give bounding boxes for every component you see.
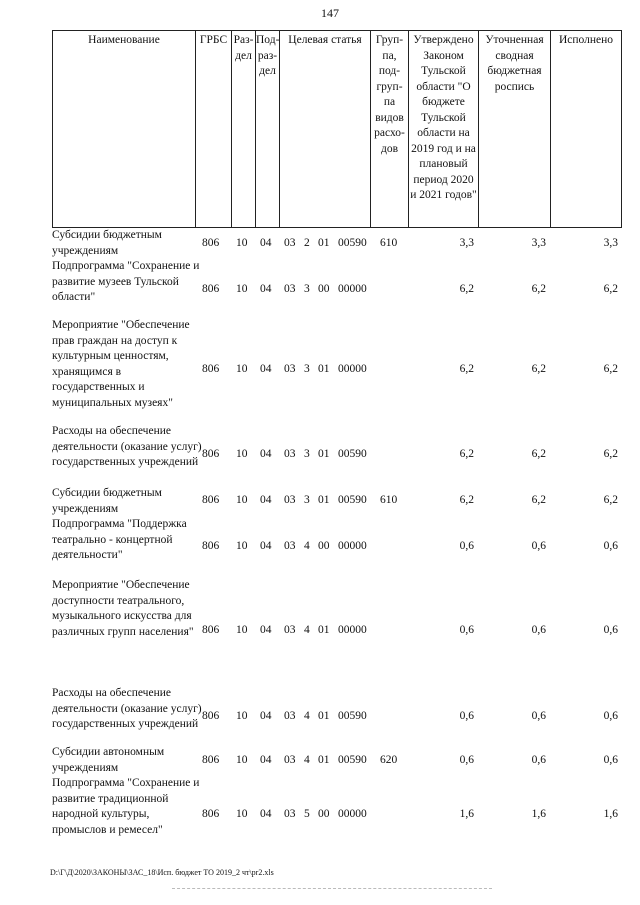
row-target-1: 03	[284, 624, 296, 636]
row-executed: 6,2	[603, 494, 618, 506]
row-executed: 0,6	[603, 754, 618, 766]
header-target: Целевая статья	[279, 30, 370, 228]
row-grbs: 806	[202, 540, 220, 552]
row-refined: 0,6	[531, 710, 546, 722]
row-target-2: 3	[304, 494, 310, 506]
row-target-1: 03	[284, 540, 296, 552]
row-target-1: 03	[284, 237, 296, 249]
row-grbs: 806	[202, 363, 220, 375]
row-podrazdel: 04	[260, 363, 272, 375]
row-razdel: 10	[236, 540, 248, 552]
row-target-1: 03	[284, 808, 296, 820]
row-target-2: 3	[304, 283, 310, 295]
row-target-3: 01	[318, 494, 330, 506]
row-approved: 6,2	[459, 448, 474, 460]
row-target-4: 00590	[338, 448, 367, 460]
row-target-4: 00000	[338, 808, 367, 820]
row-approved: 6,2	[459, 494, 474, 506]
row-name: Подпрограмма "Сохранение и развитие традиционной народной культуры, промыслов и ремесел"	[52, 777, 200, 836]
bottom-divider	[172, 888, 492, 889]
row-podrazdel: 04	[260, 448, 272, 460]
header-grbs: ГРБС	[195, 30, 231, 228]
header-razdel: Раз-дел	[231, 30, 255, 228]
row-podrazdel: 04	[260, 808, 272, 820]
row-name: Расходы на обеспечение деятельности (оказание услуг) государственных учреждений	[52, 425, 202, 468]
row-podrazdel: 04	[260, 710, 272, 722]
row-target-4: 00000	[338, 624, 367, 636]
row-target-2: 4	[304, 540, 310, 552]
row-grbs: 806	[202, 283, 220, 295]
row-target-3: 01	[318, 448, 330, 460]
row-target-3: 01	[318, 754, 330, 766]
row-target-3: 01	[318, 624, 330, 636]
row-podrazdel: 04	[260, 754, 272, 766]
file-path-footer: D:\Г\Д\2020\ЗАКОНЫ\ЗАС_18\Исп. бюджет ТО 2019_2 чт\pr2.xls	[50, 868, 274, 877]
row-target-1: 03	[284, 754, 296, 766]
row-target-4: 00590	[338, 710, 367, 722]
row-grbs: 806	[202, 448, 220, 460]
row-grbs: 806	[202, 494, 220, 506]
row-target-3: 00	[318, 283, 330, 295]
row-target-4: 00590	[338, 494, 367, 506]
row-target-2: 5	[304, 808, 310, 820]
page-number: 147	[321, 6, 339, 20]
row-name: Подпрограмма "Поддержка театрально - концертной деятельности"	[52, 518, 187, 561]
row-group: 610	[380, 494, 398, 506]
row-target-1: 03	[284, 283, 296, 295]
row-target-3: 01	[318, 237, 330, 249]
row-name: Субсидии автономным учреждениям	[52, 746, 165, 774]
row-target-4: 00000	[338, 363, 367, 375]
row-razdel: 10	[236, 754, 248, 766]
row-razdel: 10	[236, 237, 248, 249]
row-refined: 0,6	[531, 624, 546, 636]
row-group: 610	[380, 237, 398, 249]
row-target-4: 00000	[338, 540, 367, 552]
row-target-3: 00	[318, 808, 330, 820]
row-target-2: 4	[304, 710, 310, 722]
row-refined: 6,2	[531, 283, 546, 295]
row-target-2: 4	[304, 624, 310, 636]
row-refined: 3,3	[531, 237, 546, 249]
row-grbs: 806	[202, 710, 220, 722]
row-approved: 0,6	[459, 624, 474, 636]
row-executed: 6,2	[603, 283, 618, 295]
row-approved: 6,2	[459, 283, 474, 295]
row-podrazdel: 04	[260, 283, 272, 295]
row-approved: 0,6	[459, 754, 474, 766]
row-razdel: 10	[236, 494, 248, 506]
row-razdel: 10	[236, 808, 248, 820]
row-podrazdel: 04	[260, 540, 272, 552]
row-approved: 3,3	[459, 237, 474, 249]
row-grbs: 806	[202, 624, 220, 636]
row-refined: 0,6	[531, 754, 546, 766]
row-refined: 0,6	[531, 540, 546, 552]
row-approved: 6,2	[459, 363, 474, 375]
header-group: Груп-па, под-груп-па видов расхо-дов	[370, 30, 408, 228]
row-target-1: 03	[284, 363, 296, 375]
row-target-2: 3	[304, 448, 310, 460]
row-name: Расходы на обеспечение деятельности (оказание услуг) государственных учреждений	[52, 687, 202, 730]
row-executed: 3,3	[603, 237, 618, 249]
header-podrazdel: Под-раз-дел	[255, 30, 279, 228]
row-target-4: 00000	[338, 283, 367, 295]
row-podrazdel: 04	[260, 624, 272, 636]
row-target-1: 03	[284, 710, 296, 722]
row-group: 620	[380, 754, 398, 766]
row-target-3: 01	[318, 710, 330, 722]
row-razdel: 10	[236, 283, 248, 295]
row-target-3: 00	[318, 540, 330, 552]
row-name: Субсидии бюджетным учреждениям	[52, 487, 162, 515]
row-approved: 1,6	[459, 808, 474, 820]
header-executed: Исполнено	[550, 30, 622, 228]
row-refined: 1,6	[531, 808, 546, 820]
row-grbs: 806	[202, 754, 220, 766]
row-name: Субсидии бюджетным учреждениям	[52, 229, 162, 257]
row-executed: 0,6	[603, 624, 618, 636]
row-refined: 6,2	[531, 494, 546, 506]
row-name: Мероприятие "Обеспечение доступности театрального, музыкального искусства для различных групп населения"	[52, 579, 194, 638]
row-podrazdel: 04	[260, 237, 272, 249]
row-executed: 6,2	[603, 363, 618, 375]
row-grbs: 806	[202, 237, 220, 249]
row-target-2: 4	[304, 754, 310, 766]
row-executed: 0,6	[603, 540, 618, 552]
row-target-2: 2	[304, 237, 310, 249]
row-approved: 0,6	[459, 710, 474, 722]
row-executed: 0,6	[603, 710, 618, 722]
row-approved: 0,6	[459, 540, 474, 552]
header-name: Наименование	[52, 30, 195, 228]
row-name: Мероприятие "Обеспечение прав граждан на доступ к культурным ценностям, хранящимся в государственных и муниципальных музеях"	[52, 319, 190, 409]
row-razdel: 10	[236, 363, 248, 375]
row-executed: 6,2	[603, 448, 618, 460]
row-executed: 1,6	[603, 808, 618, 820]
row-target-2: 3	[304, 363, 310, 375]
row-razdel: 10	[236, 448, 248, 460]
row-name: Подпрограмма "Сохранение и развитие музеев Тульской области"	[52, 260, 200, 303]
row-refined: 6,2	[531, 363, 546, 375]
row-target-1: 03	[284, 494, 296, 506]
row-refined: 6,2	[531, 448, 546, 460]
row-podrazdel: 04	[260, 494, 272, 506]
row-razdel: 10	[236, 710, 248, 722]
row-target-3: 01	[318, 363, 330, 375]
row-target-4: 00590	[338, 237, 367, 249]
row-target-1: 03	[284, 448, 296, 460]
row-razdel: 10	[236, 624, 248, 636]
row-target-4: 00590	[338, 754, 367, 766]
header-approved: Утверждено Законом Тульской области "О бюджете Тульской области на 2019 год и на плановый период 2020 и 2021 годов"	[408, 30, 478, 228]
header-refined: Уточненная сводная бюджетная роспись	[478, 30, 550, 228]
row-grbs: 806	[202, 808, 220, 820]
